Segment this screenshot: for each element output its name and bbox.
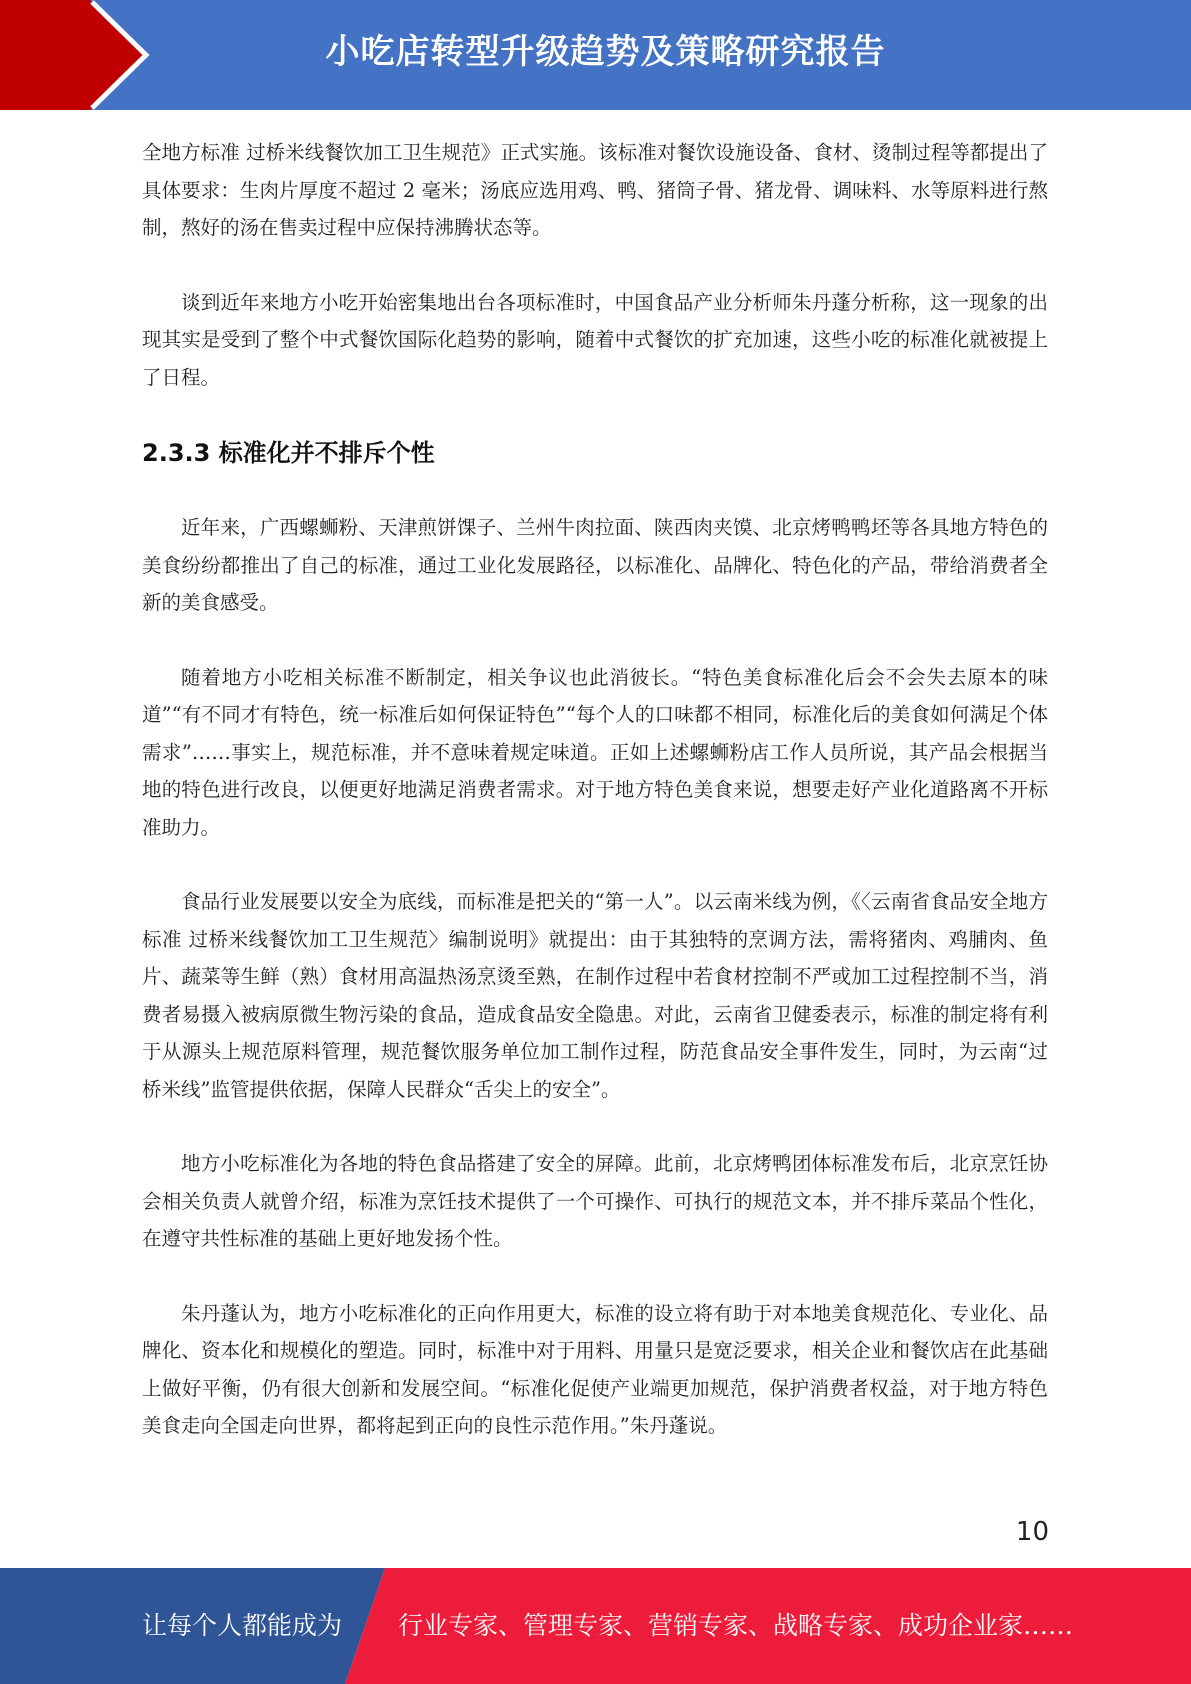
paragraph: 食品行业发展要以安全为底线，而标准是把关的“第一人”。以云南米线为例，《〈云南省食品安全地方标准 过桥米线餐饮加工卫生规范〉编制说明》就提出：由于其独特的烹调方法，需将猪肉、鸡脯肉、鱼片、蔬菜等生鲜（熟）食材用高温热汤烹烫至熟，在制作过程中若食材控制不严或加工过程控制不当，消费者易摄入被病原微生物污染的食品，造成食品安全隐患。对此，云南省卫健委表示，标准的制定将有利于从源头上规范原料管理，规范餐饮服务单位加工制作过程，防范食品安全事件发生，同时，为云南“过桥米线”监管提供依据，保障人民群众“舌尖上的安全”。 bbox=[142, 890, 1048, 1101]
section-heading: 2.3.3 标准化并不排斥个性 bbox=[142, 439, 435, 467]
page-header bbox=[0, 0, 1191, 110]
page-footer bbox=[0, 1568, 1191, 1684]
footer-slogan-right: 行业专家、管理专家、营销专家、战略专家、成功企业家…… bbox=[398, 1611, 1074, 1640]
paragraph: 随着地方小吃相关标准不断制定，相关争议也此消彼长。“特色美食标准化后会不会失去原本的味道”“有不同才有特色，统一标准后如何保证特色”“每个人的口味都不相同，标准化后的美食如何满足个体需求”……事实上，规范标准，并不意味着规定味道。正如上述螺蛳粉店工作人员所说，其产品会根据当地的特色进行改良，以便更好地满足消费者需求。对于地方特色美食来说，想要走好产业化道路离不开标准助力。 bbox=[142, 665, 1048, 839]
footer-slogan-left: 让每个人都能成为 bbox=[142, 1611, 343, 1640]
page-number: 10 bbox=[1015, 1517, 1049, 1547]
paragraph: 地方小吃标准化为各地的特色食品搭建了安全的屏障。此前，北京烤鸭团体标准发布后，北京烹饪协会相关负责人就曾介绍，标准为烹饪技术提供了一个可操作、可执行的规范文本，并不排斥菜品个性化，在遵守共性标准的基础上更好地发扬个性。 bbox=[142, 1152, 1048, 1250]
report-title: 小吃店转型升级趋势及策略研究报告 bbox=[325, 32, 886, 72]
paragraph: 朱丹蓬认为，地方小吃标准化的正向作用更大，标准的设立将有助于对本地美食规范化、专业化、品牌化、资本化和规模化的塑造。同时，标准中对于用料、用量只是宽泛要求，相关企业和餐饮店在此基础上做好平衡，仍有很大创新和发展空间。“标准化促使产业端更加规范，保护消费者权益，对于地方特色美食走向全国走向世界，都将起到正向的良性示范作用。”朱丹蓬说。 bbox=[142, 1301, 1048, 1437]
page-body bbox=[142, 134, 1048, 1482]
paragraph: 谈到近年来地方小吃开始密集地出台各项标准时，中国食品产业分析师朱丹蓬分析称，这一现象的出现其实是受到了整个中式餐饮国际化趋势的影响，随着中式餐饮的扩充加速，这些小吃的标准化就被提上了日程。 bbox=[142, 290, 1048, 389]
paragraph: 近年来，广西螺蛳粉、天津煎饼馃子、兰州牛肉拉面、陕西肉夹馍、北京烤鸭鸭坯等各具地方特色的美食纷纷都推出了自己的标准，通过工业化发展路径，以标准化、品牌化、特色化的产品，带给消费者全新的美食感受。 bbox=[142, 516, 1048, 614]
paragraph-continued: 全地方标准 过桥米线餐饮加工卫生规范》正式实施。该标准对餐饮设施设备、食材、烫制过程等都提出了具体要求：生肉片厚度不超过 2 毫米；汤底应选用鸡、鸭、猪筒子骨、猪龙骨、调味料、水等原料进行熬制，熬好的汤在售卖过程中应保持沸腾状态等。 bbox=[142, 141, 1048, 239]
